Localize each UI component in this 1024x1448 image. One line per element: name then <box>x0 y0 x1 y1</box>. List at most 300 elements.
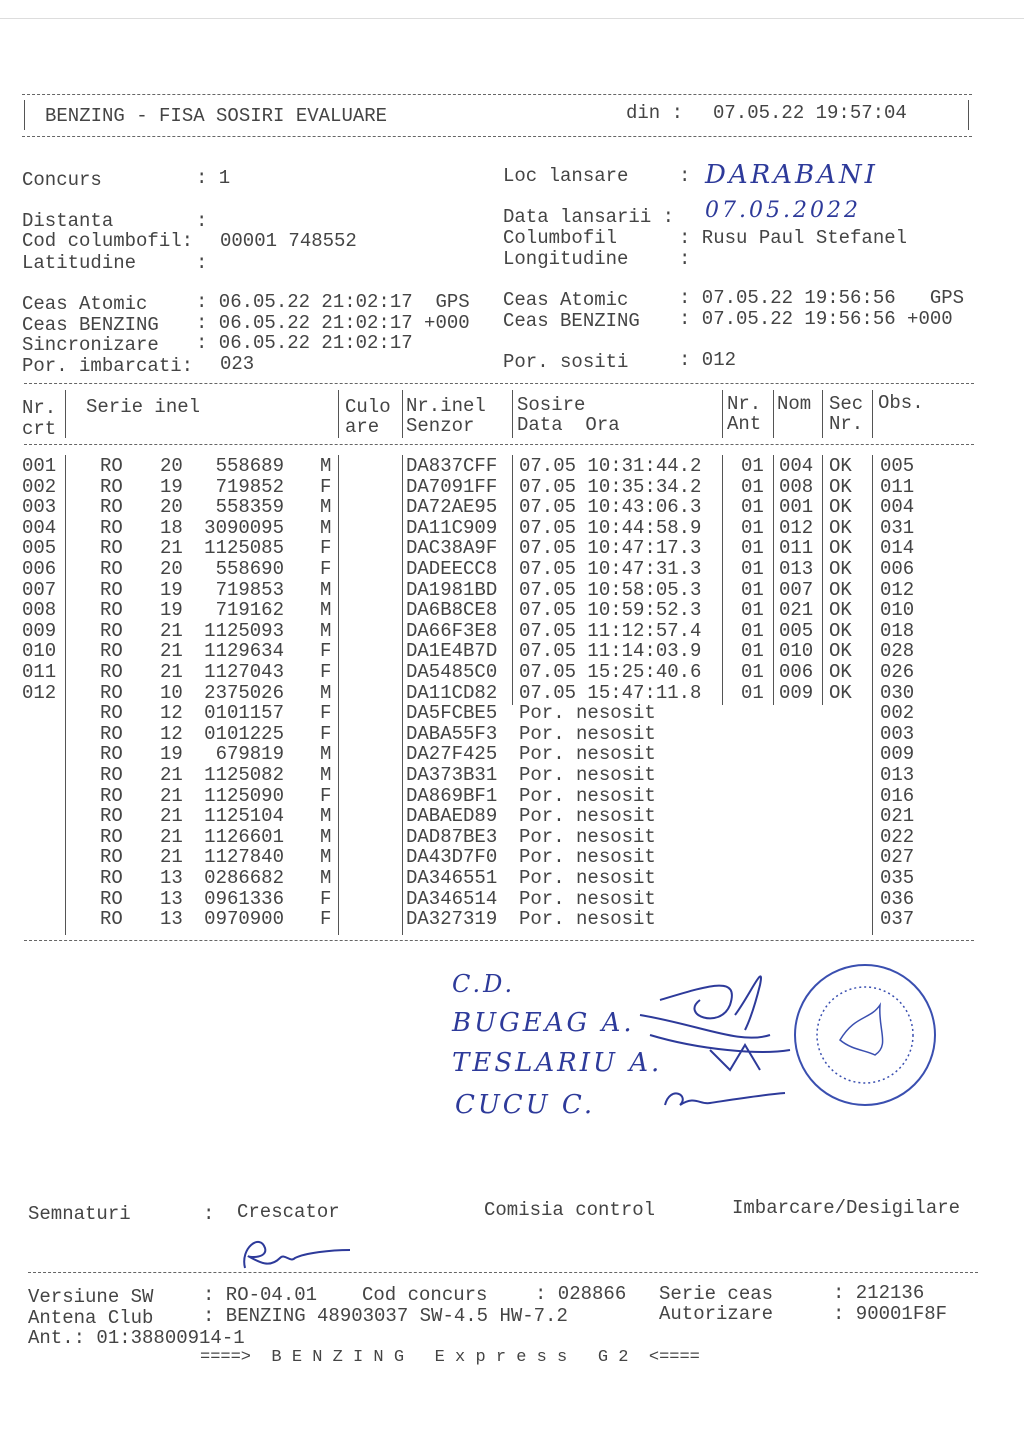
cod-concurs-label: Cod concurs <box>362 1284 488 1306</box>
cell-sec: OK <box>829 537 852 560</box>
report-datetime: 07.05.22 19:57:04 <box>713 102 907 124</box>
cell-sosire: 07.05 10:35:34.2 <box>519 475 702 498</box>
cell-senzor: DA373B31 <box>406 764 498 786</box>
cell-sex: M <box>320 867 332 889</box>
column-divider <box>65 390 66 438</box>
cell-nr: 001 <box>22 455 57 477</box>
column-divider <box>338 455 339 935</box>
divider <box>22 94 972 95</box>
cell-an: 19 <box>160 599 183 622</box>
right-clock-label: Ceas BENZING <box>503 310 640 332</box>
col-header: Obs. <box>878 392 924 414</box>
cell-obs: 021 <box>880 805 915 828</box>
club-stamp <box>795 965 935 1105</box>
cell-sosire: Por. nesosit <box>519 805 656 828</box>
cell-sex: F <box>320 661 332 683</box>
latitudine-value: : <box>196 252 208 274</box>
cell-ant: 01 <box>741 496 764 519</box>
cell-tara: RO <box>100 908 123 931</box>
cell-senzor: DA27F425 <box>406 743 498 766</box>
cell-an: 21 <box>160 825 183 848</box>
cell-sosire: Por. nesosit <box>519 743 656 766</box>
cell-tara: RO <box>100 743 123 766</box>
column-divider <box>402 390 403 438</box>
cell-sex: F <box>320 784 332 807</box>
brand-line: ====> B E N Z I N G E x p r e s s G 2 <==== <box>200 1348 700 1367</box>
col-header: Sec <box>829 393 864 415</box>
cell-ant: 01 <box>741 599 764 622</box>
cell-tara: RO <box>100 455 123 477</box>
cell-tara: RO <box>100 846 123 869</box>
cell-sosire: 07.05 10:59:52.3 <box>519 599 702 622</box>
cell-senzor: DADEECC8 <box>406 558 498 580</box>
cell-sosire: 07.05 10:31:44.2 <box>519 455 702 477</box>
divider <box>24 383 974 384</box>
column-divider <box>822 390 823 438</box>
cell-tara: RO <box>100 825 123 848</box>
cell-sec: OK <box>829 619 852 642</box>
column-divider <box>872 390 873 438</box>
cod-label: Cod columbofil: <box>22 230 194 252</box>
crescator-label: Crescator <box>237 1201 340 1223</box>
cell-senzor: DA6B8CE8 <box>406 599 498 622</box>
cod-value: 00001 748552 <box>220 230 357 252</box>
cell-tara: RO <box>100 702 123 725</box>
col-header: Culo <box>345 396 391 418</box>
cell-ant: 01 <box>741 558 764 580</box>
column-divider <box>65 455 66 935</box>
cell-nom: 012 <box>779 516 814 539</box>
cell-inel: 0961336 <box>204 887 284 910</box>
cell-sex: F <box>320 722 332 745</box>
ant-info: Ant.: 01:38800914-1 <box>28 1327 245 1349</box>
antena-value: : BENZING 48903037 SW-4.5 HW-7.2 <box>203 1305 568 1327</box>
cell-inel: 1125082 <box>204 764 284 786</box>
cell-sosire: Por. nesosit <box>519 764 656 786</box>
versiune-value: : RO-04.01 <box>203 1284 318 1306</box>
cell-nom: 007 <box>779 578 814 601</box>
cell-tara: RO <box>100 599 123 622</box>
cell-inel: 1127043 <box>204 661 284 683</box>
cell-tara: RO <box>100 805 123 828</box>
cell-senzor: DABA55F3 <box>406 722 498 745</box>
cell-an: 13 <box>160 887 183 910</box>
cell-senzor: DABAED89 <box>406 805 498 828</box>
cell-obs: 011 <box>880 475 915 498</box>
cell-an: 21 <box>160 640 183 663</box>
cell-obs: 012 <box>880 578 915 601</box>
left-clock-value: : 06.05.22 21:02:17 <box>196 332 413 354</box>
cell-sex: M <box>320 516 332 539</box>
cell-tara: RO <box>100 619 123 642</box>
col-header: crt <box>22 418 57 440</box>
cell-tara: RO <box>100 867 123 889</box>
cell-inel: 558689 <box>215 455 284 477</box>
col-header: Nr. <box>727 393 762 415</box>
cell-nom: 004 <box>779 455 814 477</box>
cell-inel: 3090095 <box>204 516 284 539</box>
loc-value-handwritten: DARABANI <box>705 160 878 190</box>
cell-sec: OK <box>829 661 852 683</box>
column-divider <box>402 455 403 935</box>
cell-nom: 010 <box>779 640 814 663</box>
left-clock-label: Ceas Atomic <box>22 293 148 315</box>
cell-nr: 002 <box>22 475 57 498</box>
cell-sec: OK <box>829 475 852 498</box>
cell-sec: OK <box>829 599 852 622</box>
cell-sex: F <box>320 908 332 931</box>
cell-obs: 013 <box>880 764 915 786</box>
cell-sosire: Por. nesosit <box>519 846 656 869</box>
latitudine-label: Latitudine <box>22 252 137 274</box>
cell-obs: 036 <box>880 887 915 910</box>
cell-obs: 014 <box>880 537 915 560</box>
cell-nom: 021 <box>779 599 814 622</box>
report-title: BENZING - FISA SOSIRI EVALUARE <box>45 105 388 127</box>
cod-concurs-value: : 028866 <box>535 1283 627 1305</box>
cell-inel: 1126601 <box>204 825 284 848</box>
cell-ant: 01 <box>741 475 764 498</box>
cell-sex: M <box>320 681 332 704</box>
cell-an: 19 <box>160 578 183 601</box>
cell-tara: RO <box>100 784 123 807</box>
column-divider <box>512 455 513 705</box>
comisia-label: Comisia control <box>484 1199 656 1221</box>
sositi-value: : 012 <box>679 349 737 371</box>
cell-sex: M <box>320 578 332 601</box>
cell-sec: OK <box>829 681 852 704</box>
cell-sosire: 07.05 15:47:11.8 <box>519 681 702 704</box>
cell-tara: RO <box>100 640 123 663</box>
column-divider <box>338 390 339 438</box>
colon: : <box>203 1203 215 1225</box>
col-header: Serie inel <box>86 396 201 418</box>
cell-an: 21 <box>160 846 183 869</box>
cell-inel: 558359 <box>215 496 284 519</box>
cell-senzor: DAC38A9F <box>406 537 498 560</box>
serie-ceas-label: Serie ceas <box>659 1283 774 1305</box>
cell-sex: M <box>320 764 332 786</box>
cell-senzor: DA1981BD <box>406 578 498 601</box>
divider <box>968 100 969 130</box>
cell-tara: RO <box>100 516 123 539</box>
cell-ant: 01 <box>741 619 764 642</box>
cell-tara: RO <box>100 722 123 745</box>
col-header: Nr. <box>22 397 57 419</box>
cell-tara: RO <box>100 681 123 704</box>
versiune-label: Versiune SW <box>28 1286 154 1308</box>
cell-obs: 010 <box>880 599 915 622</box>
col-header: Nr.inel <box>406 395 486 417</box>
autorizare-label: Autorizare <box>659 1303 774 1325</box>
loc-label: Loc lansare <box>503 165 629 187</box>
cell-an: 20 <box>160 496 183 519</box>
cell-an: 13 <box>160 867 183 889</box>
divider <box>24 100 25 130</box>
left-clock-label: Sincronizare <box>22 334 159 356</box>
cell-sosire: 07.05 15:25:40.6 <box>519 661 702 683</box>
cell-inel: 679819 <box>215 743 284 766</box>
sositi-label: Por. sositi <box>503 351 629 373</box>
cell-obs: 030 <box>880 681 915 704</box>
cell-senzor: DA869BF1 <box>406 784 498 807</box>
cell-tara: RO <box>100 887 123 910</box>
cell-an: 19 <box>160 475 183 498</box>
cell-inel: 719162 <box>215 599 284 622</box>
cell-inel: 1127840 <box>204 846 284 869</box>
column-divider <box>872 455 873 935</box>
cell-inel: 1125090 <box>204 784 284 807</box>
cell-nom: 009 <box>779 681 814 704</box>
commission-line: TESLARIU A. <box>452 1048 663 1078</box>
col-header: Nom <box>777 393 812 415</box>
cell-an: 21 <box>160 661 183 683</box>
cell-inel: 1125093 <box>204 619 284 642</box>
cell-sex: F <box>320 702 332 725</box>
col-header: Senzor <box>406 415 475 437</box>
cell-ant: 01 <box>741 661 764 683</box>
imbarcare-label: Imbarcare/Desigilare <box>732 1197 961 1219</box>
cell-inel: 719853 <box>215 578 284 601</box>
cell-nr: 009 <box>22 619 57 642</box>
cell-nom: 005 <box>779 619 814 642</box>
data-lansarii-handwritten: 07.05.2022 <box>705 198 861 223</box>
cell-ant: 01 <box>741 516 764 539</box>
cell-tara: RO <box>100 578 123 601</box>
cell-an: 10 <box>160 681 183 704</box>
cell-sosire: 07.05 10:43:06.3 <box>519 496 702 519</box>
cell-inel: 2375026 <box>204 681 284 704</box>
cell-an: 18 <box>160 516 183 539</box>
cell-sosire: Por. nesosit <box>519 784 656 807</box>
longitudine-label: Longitudine <box>503 248 629 270</box>
cell-nr: 010 <box>22 640 57 663</box>
right-clock-label: Ceas Atomic <box>503 289 629 311</box>
commission-signatures <box>620 955 950 1125</box>
col-header: Nr. <box>829 413 864 435</box>
cell-senzor: DA1E4B7D <box>406 640 498 663</box>
cell-inel: 0286682 <box>204 867 284 889</box>
cell-ant: 01 <box>741 455 764 477</box>
cell-sex: F <box>320 475 332 498</box>
cell-nr: 003 <box>22 496 57 519</box>
cell-obs: 018 <box>880 619 915 642</box>
cell-obs: 002 <box>880 702 915 725</box>
cell-an: 20 <box>160 455 183 477</box>
divider <box>22 136 972 137</box>
cell-sosire: 07.05 10:47:17.3 <box>519 537 702 560</box>
cell-an: 12 <box>160 722 183 745</box>
cell-sex: M <box>320 599 332 622</box>
imbarcati-label: Por. imbarcati: <box>22 355 194 377</box>
cell-obs: 028 <box>880 640 915 663</box>
divider <box>24 940 974 941</box>
cell-senzor: DA11C909 <box>406 516 498 539</box>
cell-sex: M <box>320 846 332 869</box>
cell-tara: RO <box>100 475 123 498</box>
cell-tara: RO <box>100 558 123 580</box>
cell-inel: 0101157 <box>204 702 284 725</box>
cell-nom: 008 <box>779 475 814 498</box>
cell-tara: RO <box>100 661 123 683</box>
cell-sosire: 07.05 11:14:03.9 <box>519 640 702 663</box>
cell-sex: F <box>320 887 332 910</box>
cell-sosire: Por. nesosit <box>519 825 656 848</box>
concurs-label: Concurs <box>22 169 102 191</box>
divider <box>24 444 974 445</box>
date-label: din : <box>626 102 684 124</box>
commission-line: C.D. <box>452 970 516 998</box>
cell-sec: OK <box>829 578 852 601</box>
col-header: Ant <box>727 413 762 435</box>
cell-an: 13 <box>160 908 183 931</box>
cell-senzor: DA837CFF <box>406 455 498 477</box>
autorizare-value: : 90001F8F <box>833 1303 948 1325</box>
cell-sex: F <box>320 558 332 580</box>
cell-sec: OK <box>829 640 852 663</box>
cell-sosire: Por. nesosit <box>519 702 656 725</box>
cell-an: 21 <box>160 537 183 560</box>
cell-ant: 01 <box>741 681 764 704</box>
cell-tara: RO <box>100 496 123 519</box>
cell-obs: 037 <box>880 908 915 931</box>
imbarcati-value: 023 <box>220 353 255 375</box>
serie-ceas-value: : 212136 <box>833 1282 925 1304</box>
cell-nom: 001 <box>779 496 814 519</box>
divider <box>28 1272 978 1273</box>
cell-nom: 006 <box>779 661 814 683</box>
cell-senzor: DA11CD82 <box>406 681 498 704</box>
cell-inel: 1125085 <box>204 537 284 560</box>
cell-sosire: 07.05 10:44:58.9 <box>519 516 702 539</box>
cell-sosire: 07.05 10:47:31.3 <box>519 558 702 580</box>
cell-nom: 011 <box>779 537 814 560</box>
cell-an: 21 <box>160 805 183 828</box>
right-clock-value: : 07.05.22 19:56:56 +000 <box>679 308 953 330</box>
cell-sex: M <box>320 619 332 642</box>
cell-senzor: DAD87BE3 <box>406 825 498 848</box>
column-divider <box>722 455 723 705</box>
commission-line: BUGEAG A. <box>452 1008 635 1038</box>
col-header: are <box>345 416 380 438</box>
cell-ant: 01 <box>741 640 764 663</box>
cell-an: 21 <box>160 619 183 642</box>
cell-obs: 027 <box>880 846 915 869</box>
cell-sosire: Por. nesosit <box>519 887 656 910</box>
distanta-label: Distanta <box>22 210 114 232</box>
cell-senzor: DA5FCBE5 <box>406 702 498 725</box>
cell-senzor: DA43D7F0 <box>406 846 498 869</box>
semnaturi-label: Semnaturi <box>28 1203 131 1225</box>
cell-sosire: Por. nesosit <box>519 867 656 889</box>
scan-edge <box>0 18 1024 19</box>
cell-sex: M <box>320 805 332 828</box>
commission-line: CUCU C. <box>455 1090 596 1120</box>
cell-obs: 031 <box>880 516 915 539</box>
cell-senzor: DA327319 <box>406 908 498 931</box>
distanta-value: : <box>196 210 208 232</box>
cell-senzor: DA5485C0 <box>406 661 498 683</box>
cell-sex: M <box>320 455 332 477</box>
cell-obs: 006 <box>880 558 915 580</box>
col-header: Sosire <box>517 394 586 416</box>
cell-ant: 01 <box>741 537 764 560</box>
cell-senzor: DA66F3E8 <box>406 619 498 642</box>
cell-obs: 022 <box>880 825 915 848</box>
cell-sex: F <box>320 640 332 663</box>
cell-obs: 026 <box>880 661 915 683</box>
cell-nr: 012 <box>22 681 57 704</box>
cell-an: 20 <box>160 558 183 580</box>
cell-inel: 1129634 <box>204 640 284 663</box>
left-clock-label: Ceas BENZING <box>22 314 159 336</box>
crescator-signature <box>230 1228 360 1278</box>
cell-sosire: Por. nesosit <box>519 908 656 931</box>
cell-sec: OK <box>829 516 852 539</box>
columbofil-value: : Rusu Paul Stefanel <box>679 227 908 249</box>
cell-inel: 558690 <box>215 558 284 580</box>
cell-inel: 1125104 <box>204 805 284 828</box>
cell-obs: 009 <box>880 743 915 766</box>
cell-inel: 719852 <box>215 475 284 498</box>
cell-obs: 035 <box>880 867 915 889</box>
left-clock-value: : 06.05.22 21:02:17 GPS <box>196 291 470 313</box>
cell-nr: 007 <box>22 578 57 601</box>
data-lansarii-label: Data lansarii : <box>503 206 675 228</box>
cell-sec: OK <box>829 496 852 519</box>
cell-senzor: DA72AE95 <box>406 496 498 519</box>
cell-inel: 0970900 <box>204 908 284 931</box>
cell-senzor: DA346551 <box>406 867 498 889</box>
cell-sosire: 07.05 11:12:57.4 <box>519 619 702 642</box>
cell-sec: OK <box>829 455 852 477</box>
cell-an: 21 <box>160 784 183 807</box>
cell-an: 21 <box>160 764 183 786</box>
left-clock-value: : 06.05.22 21:02:17 +000 <box>196 312 470 334</box>
cell-nr: 005 <box>22 537 57 560</box>
cell-inel: 0101225 <box>204 722 284 745</box>
cell-senzor: DA7091FF <box>406 475 498 498</box>
col-header: Data Ora <box>517 414 620 436</box>
cell-obs: 004 <box>880 496 915 519</box>
right-clock-value: : 07.05.22 19:56:56 GPS <box>679 287 965 309</box>
cell-an: 12 <box>160 702 183 725</box>
longitudine-value: : <box>679 248 691 270</box>
column-divider <box>773 390 774 438</box>
column-divider <box>773 455 774 705</box>
cell-nr: 008 <box>22 599 57 622</box>
cell-nom: 013 <box>779 558 814 580</box>
cell-sosire: Por. nesosit <box>519 722 656 745</box>
column-divider <box>512 390 513 438</box>
cell-obs: 005 <box>880 455 915 477</box>
cell-nr: 006 <box>22 558 57 580</box>
cell-obs: 003 <box>880 722 915 745</box>
columbofil-label: Columbofil <box>503 227 618 249</box>
cell-senzor: DA346514 <box>406 887 498 910</box>
cell-ant: 01 <box>741 578 764 601</box>
cell-sex: M <box>320 825 332 848</box>
cell-tara: RO <box>100 537 123 560</box>
cell-sex: M <box>320 496 332 519</box>
cell-sec: OK <box>829 558 852 580</box>
column-divider <box>722 390 723 438</box>
column-divider <box>822 455 823 705</box>
antena-label: Antena Club <box>28 1307 154 1329</box>
cell-nr: 011 <box>22 661 57 683</box>
cell-nr: 004 <box>22 516 57 539</box>
cell-sex: M <box>320 743 332 766</box>
